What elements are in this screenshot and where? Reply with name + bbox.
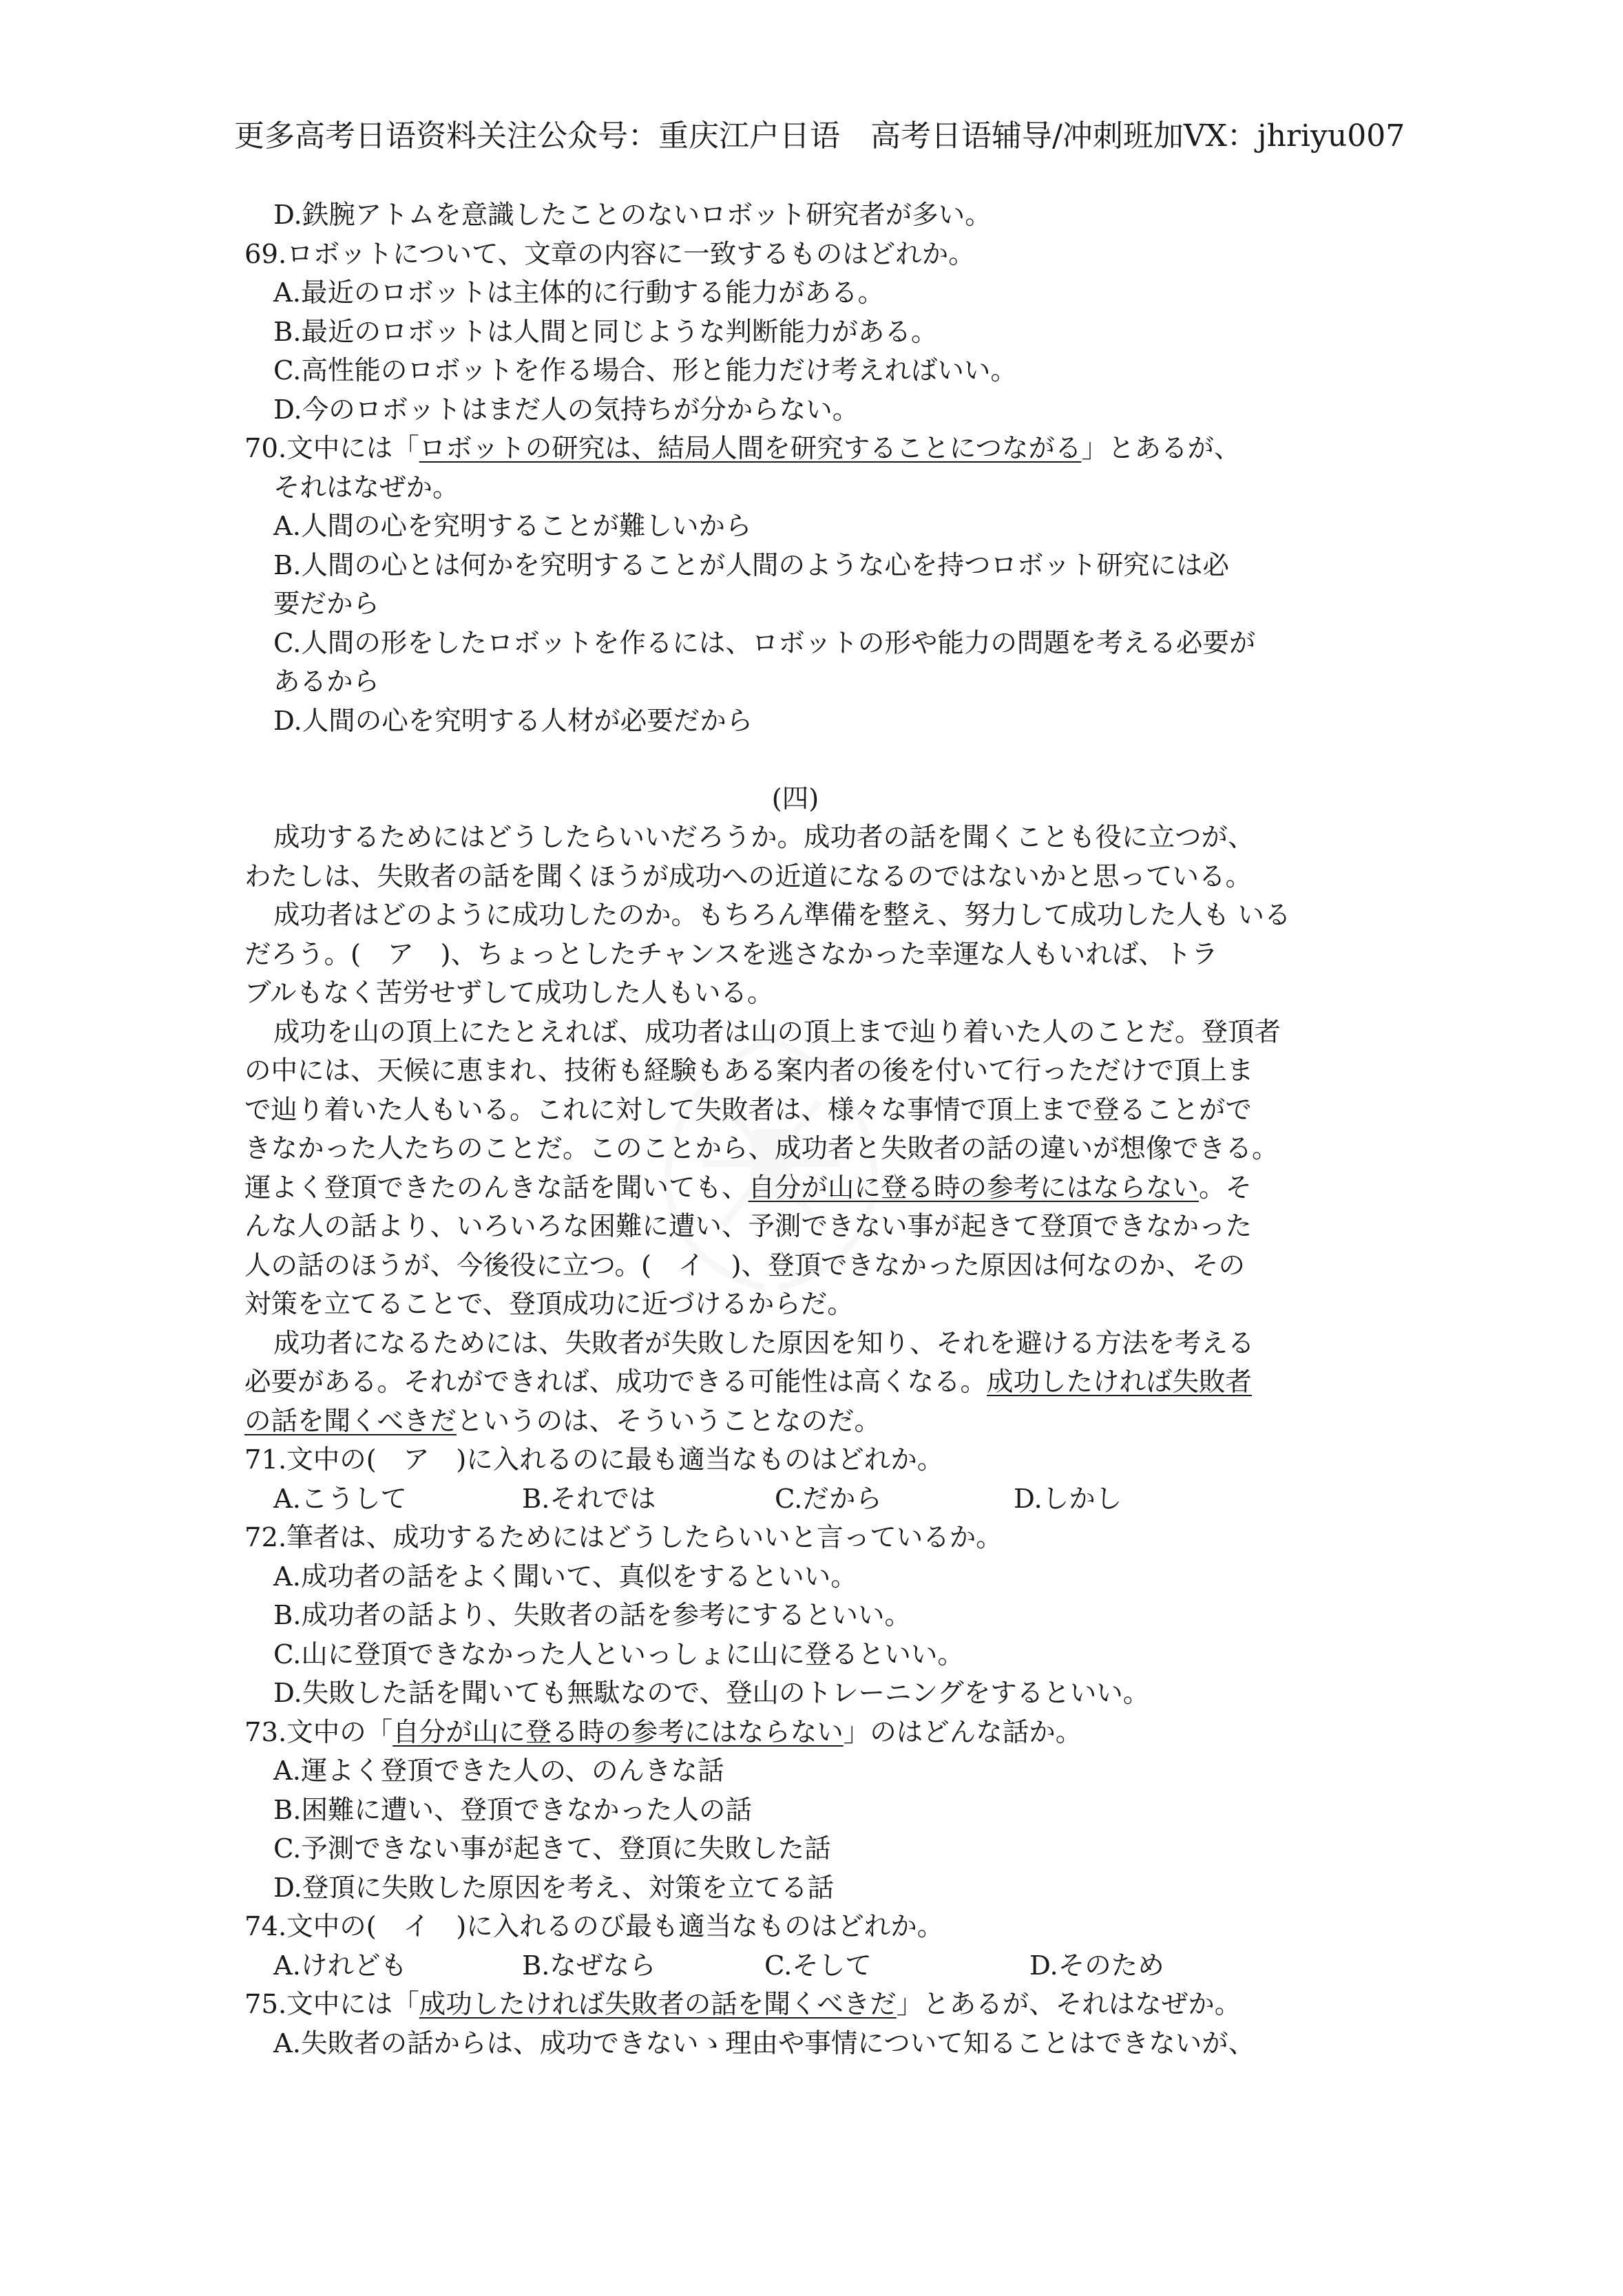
q68-option-d: D.鉄腕アトムを意識したことのないロボット研究者が多い。 (273, 200, 992, 231)
passage-p3-line6: んな人の話より、いろいろな困難に遭い、予測できない事が起きて登頂できなかった (244, 1211, 1253, 1242)
q74-option-d: D.そのため (1029, 1950, 1164, 1981)
q75-underlined-quote: 成功したければ失敗者の話を聞くべきだ (419, 1989, 897, 2020)
section-title: (四) (771, 783, 819, 814)
q71-question: 71.文中の( ア )に入れるのに最も適当なものはどれか。 (244, 1444, 944, 1475)
passage-p3-line3: で辿り着いた人もいる。これに対して失敗者は、様々な事情で頂上まで登ることがで (244, 1094, 1253, 1126)
spacer (244, 741, 1388, 780)
passage-p3-line5 (244, 1169, 1388, 1208)
q73-option-b: B.困難に遭い、登頂できなかった人の話 (273, 1794, 753, 1826)
q73-underlined-quote: 自分が山に登る時の参考にはならない (392, 1716, 844, 1748)
q69-question: 69.ロボットについて、文章の内容に一致するものはどれか。 (244, 238, 975, 270)
q72-option-a: A.成功者の話をよく聞いて、真似をするといい。 (273, 1561, 857, 1592)
q75-question (244, 1986, 1388, 2025)
q70-question-suffix: 」とあるが、 (1081, 433, 1241, 464)
q75-option-a: A.失敗者の話からは、成功できないゝ理由や事情について知ることはできないが、 (273, 2028, 1255, 2059)
q73-question-prefix: 73.文中の「 (244, 1716, 393, 1748)
q70-option-c-line2: あるから (273, 666, 380, 697)
q71-options (244, 1480, 1388, 1519)
q70-question (244, 430, 1388, 469)
passage-underlined-phrase-2a: 成功したければ失敗者 (987, 1367, 1253, 1398)
passage-p1-line1: 成功するためにはどうしたらいいだろうか。成功者の話を聞くことも役に立つが、 (273, 822, 1255, 853)
passage-p3-line5-prefix: 運よく登頂できたのんきな話を聞いても、 (244, 1172, 748, 1203)
q70-option-b-line2: 要だから (273, 589, 380, 620)
q73-question (244, 1714, 1388, 1753)
q71-option-d: D.しかし (1014, 1483, 1122, 1515)
q75-question-prefix: 75.文中には「 (244, 1989, 419, 2020)
passage-p3-line1: 成功を山の頂上にたとえれば、成功者は山の頂上まで辿り着いた人のことだ。登頂者 (273, 1016, 1281, 1048)
passage-p3-line5-suffix: 。そ (1199, 1172, 1253, 1203)
page-header: 更多高考日语资料关注公众号：重庆江户日语 高考日语辅导/冲刺班加VX：jhriyu007 (234, 118, 1405, 154)
passage-p1-line2: わたしは、失敗者の話を聞くほうが成功への近道になるのではないかと思っている。 (244, 861, 1253, 892)
q70-question-line2: それはなぜか。 (273, 472, 459, 503)
passage-p2-line1: 成功者はどのように成功したのか。もちろん準備を整え、努力して成功した人も いる (273, 900, 1291, 931)
exam-content (244, 196, 1388, 2063)
passage-p3-line2: の中には、天候に恵まれ、技術も経験もある案内者の後を付いて行っただけで頂上ま (244, 1055, 1254, 1086)
passage-p3-line4: きなかった人たちのことだ。このことから、成功者と失敗者の話の違いが想像できる。 (244, 1133, 1279, 1164)
q73-question-suffix: 」のはどんな話か。 (843, 1716, 1082, 1748)
passage-p3-line7: 人の話のほうが、今後役に立つ。( イ )、登頂できなかった原因は何なのか、その (244, 1250, 1246, 1281)
passage-p4-line2-prefix: 必要がある。それができれば、成功できる可能性は高くなる。 (244, 1367, 987, 1398)
q70-option-d: D.人間の心を究明する人材が必要だから (273, 705, 753, 737)
q70-option-a: A.人間の心を究明することが難しいから (273, 511, 752, 542)
q71-option-c: C.だから (775, 1483, 882, 1515)
passage-underlined-phrase-1: 自分が山に登る時の参考にはならない (748, 1172, 1200, 1203)
passage-p4-line2 (244, 1363, 1388, 1402)
q72-option-c: C.山に登頂できなかった人といっしょに山に登るといい。 (273, 1639, 964, 1670)
q69-option-d: D.今のロボットはまだ人の気持ちが分からない。 (273, 394, 859, 425)
passage-p2-line3: ブルもなく苦労せずして成功した人もいる。 (244, 978, 774, 1009)
q74-option-c: C.そして (764, 1950, 872, 1981)
passage-p2-line2: だろう。( ア )、ちょっとしたチャンスを逃さなかった幸運な人もいれば、トラ (244, 938, 1218, 970)
passage-p4-line3-suffix: というのは、そういうことなのだ。 (457, 1405, 881, 1437)
q70-option-b-line1: B.人間の心とは何かを究明することが人間のような心を持つロボット研究には必 (273, 549, 1230, 581)
q70-question-prefix: 70.文中には「 (244, 433, 419, 464)
q71-option-b: B.それでは (522, 1483, 656, 1515)
q72-option-b: B.成功者の話より、失敗者の話を参考にするといい。 (273, 1600, 912, 1631)
q73-option-a: A.運よく登頂できた人の、のんきな話 (273, 1756, 724, 1787)
passage-p3-line8: 対策を立てることで、登頂成功に近づけるからだ。 (244, 1289, 854, 1320)
q74-option-a: A.けれども (273, 1950, 408, 1981)
q73-option-d: D.登頂に失敗した原因を考え、対策を立てる話 (273, 1872, 835, 1904)
q70-underlined-quote: ロボットの研究は、結局人間を研究することにつながる (419, 433, 1082, 464)
q69-option-c: C.高性能のロボットを作る場合、形と能力だけ考えればいい。 (273, 355, 1017, 386)
q72-option-d: D.失敗した話を聞いても無駄なので、登山のトレーニングをするといい。 (273, 1678, 1150, 1709)
passage-p4-line1: 成功者になるためには、失敗者が失敗した原因を知り、それを避ける方法を考える (273, 1327, 1255, 1359)
q72-question: 72.筆者は、成功するためにはどうしたらいいと言っているか。 (244, 1522, 1003, 1553)
passage-underlined-phrase-2b: の話を聞くべきだ (244, 1405, 457, 1437)
q71-option-a: A.こうして (273, 1483, 408, 1515)
q74-option-b: B.なぜなら (522, 1950, 656, 1981)
q70-option-c-line1: C.人間の形をしたロボットを作るには、ロボットの形や能力の問題を考える必要が (273, 627, 1256, 659)
q74-question: 74.文中の( イ )に入れるのび最も適当なものはどれか。 (244, 1911, 944, 1942)
q73-option-c: C.予測できない事が起きて、登頂に失敗した話 (273, 1833, 831, 1864)
q69-option-b: B.最近のロボットは人間と同じような判断能力がある。 (273, 316, 938, 348)
q69-option-a: A.最近のロボットは主体的に行動する能力がある。 (273, 277, 885, 308)
passage-p4-line3 (244, 1402, 1388, 1442)
q74-options (244, 1947, 1388, 1986)
q75-question-suffix: 」とあるが、それはなぜか。 (896, 1989, 1242, 2020)
